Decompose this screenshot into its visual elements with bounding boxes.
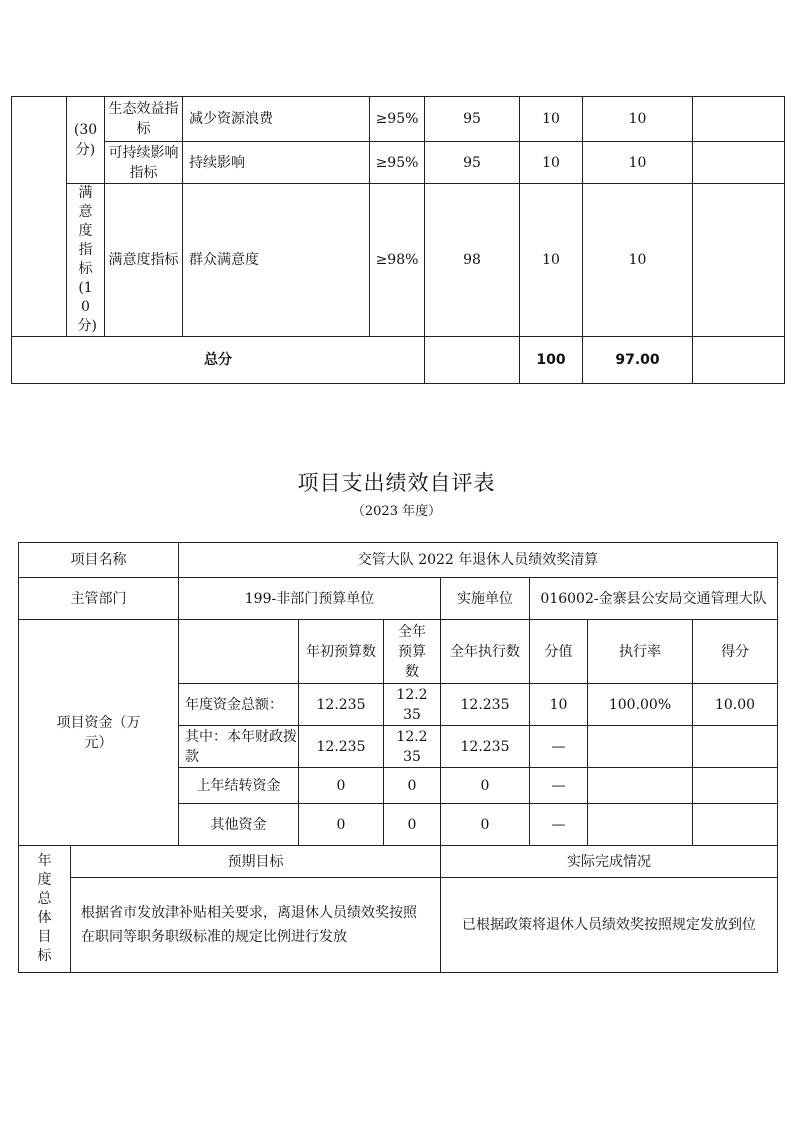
project-name-value: 交管大队 2022 年退休人员绩效奖清算: [179, 543, 778, 578]
funds-label-text: 项目资金（万元）: [56, 714, 141, 751]
dept-value: 199-非部门预算单位: [179, 578, 441, 620]
target-cell: ≥98%: [370, 184, 425, 337]
fund-row-label: 年度资金总额：: [179, 684, 299, 726]
weight-cell: 10: [520, 184, 583, 337]
fund-initial: 0: [299, 768, 384, 804]
blank-cell: [693, 142, 785, 184]
expected-label: 预期目标: [71, 846, 441, 878]
fund-executed: 12.235: [441, 726, 530, 768]
fund-row-label: 上年结转资金: [179, 768, 299, 804]
table-row: [19, 543, 778, 578]
page-title: 项目支出绩效自评表: [297, 471, 496, 495]
table-row: [12, 184, 785, 337]
fund-rate: 100.00%: [588, 684, 693, 726]
fund-row-label: 其中：本年财政拨款: [179, 726, 299, 768]
actual-cell: 95: [425, 142, 520, 184]
fund-executed: 12.235: [441, 684, 530, 726]
table-row: [19, 846, 778, 878]
table-row: [12, 142, 785, 184]
table-row: [19, 878, 778, 973]
project-name-label: 项目名称: [19, 543, 179, 578]
goal-label-text: 年度总体目标: [37, 853, 52, 964]
fund-full-budget: 12.235: [384, 684, 441, 726]
fund-score: [693, 768, 778, 804]
fund-rate: [588, 804, 693, 846]
weight-cell: 10: [520, 142, 583, 184]
page-subtitle: （2023 年度）: [351, 504, 442, 519]
target-cell: ≥95%: [370, 97, 425, 142]
header-full-budget: 全年预算数: [384, 620, 441, 684]
blank-cell: [179, 620, 299, 684]
fund-weight: —: [530, 768, 588, 804]
total-row: [12, 337, 785, 384]
indicator-cell: 满意度指标: [105, 184, 183, 337]
fund-weight: 10: [530, 684, 588, 726]
fund-initial: 0: [299, 804, 384, 846]
fund-executed: 0: [441, 768, 530, 804]
fund-initial: 12.235: [299, 684, 384, 726]
table-row: [19, 620, 778, 684]
blank-cell: [693, 97, 785, 142]
fund-initial: 12.235: [299, 726, 384, 768]
actual-label: 实际完成情况: [441, 846, 778, 878]
blank-cell: [425, 337, 520, 384]
performance-self-evaluation-form: [18, 542, 778, 973]
actual-cell: 98: [425, 184, 520, 337]
fund-rate: [588, 768, 693, 804]
fund-score: 10.00: [693, 684, 778, 726]
subcategory-cell: [67, 184, 105, 337]
score-cell: 10: [583, 97, 693, 142]
fund-weight: —: [530, 804, 588, 846]
fund-full-budget: 12.235: [384, 726, 441, 768]
table-row: [19, 578, 778, 620]
header-weight: 分值: [530, 620, 588, 684]
fund-rate: [588, 726, 693, 768]
total-weight: 100: [520, 337, 583, 384]
fund-row-label: 其他资金: [179, 804, 299, 846]
blank-cell: [12, 97, 67, 337]
dept-label: 主管部门: [19, 578, 179, 620]
indicator-cell: 生态效益指标: [105, 97, 183, 142]
table-row: [12, 97, 785, 142]
total-score: 97.00: [583, 337, 693, 384]
score-cell: 10: [583, 142, 693, 184]
impl-value: 016002-金寨县公安局交通管理大队: [530, 578, 778, 620]
impl-label: 实施单位: [441, 578, 530, 620]
header-initial: 年初预算数: [299, 620, 384, 684]
goal-label: [19, 846, 71, 973]
blank-cell: [693, 184, 785, 337]
item-cell: 群众满意度: [183, 184, 370, 337]
indicator-cell: 可持续影响指标: [105, 142, 183, 184]
target-cell: ≥95%: [370, 142, 425, 184]
fund-weight: —: [530, 726, 588, 768]
actual-result: 已根据政策将退休人员绩效奖按照规定发放到位: [441, 878, 778, 973]
fund-full-budget: 0: [384, 768, 441, 804]
score-cell: 10: [583, 184, 693, 337]
header-executed: 全年执行数: [441, 620, 530, 684]
fund-executed: 0: [441, 804, 530, 846]
fund-score: [693, 804, 778, 846]
blank-cell: [693, 337, 785, 384]
total-label: 总分: [12, 337, 425, 384]
subcategory-cell: (30分): [67, 97, 105, 184]
weight-cell: 10: [520, 97, 583, 142]
item-cell: 持续影响: [183, 142, 370, 184]
expected-goal: 根据省市发放津补贴相关要求，离退休人员绩效奖按照在职同等职务职级标准的规定比例进行发放: [71, 878, 441, 973]
fund-full-budget: 0: [384, 804, 441, 846]
header-rate: 执行率: [588, 620, 693, 684]
actual-cell: 95: [425, 97, 520, 142]
indicator-table-continued: [11, 96, 785, 384]
fund-score: [693, 726, 778, 768]
satisfaction-subcategory-label: 满意度指标(10分): [77, 185, 97, 334]
item-cell: 减少资源浪费: [183, 97, 370, 142]
header-score: 得分: [693, 620, 778, 684]
funds-label: [19, 620, 179, 846]
